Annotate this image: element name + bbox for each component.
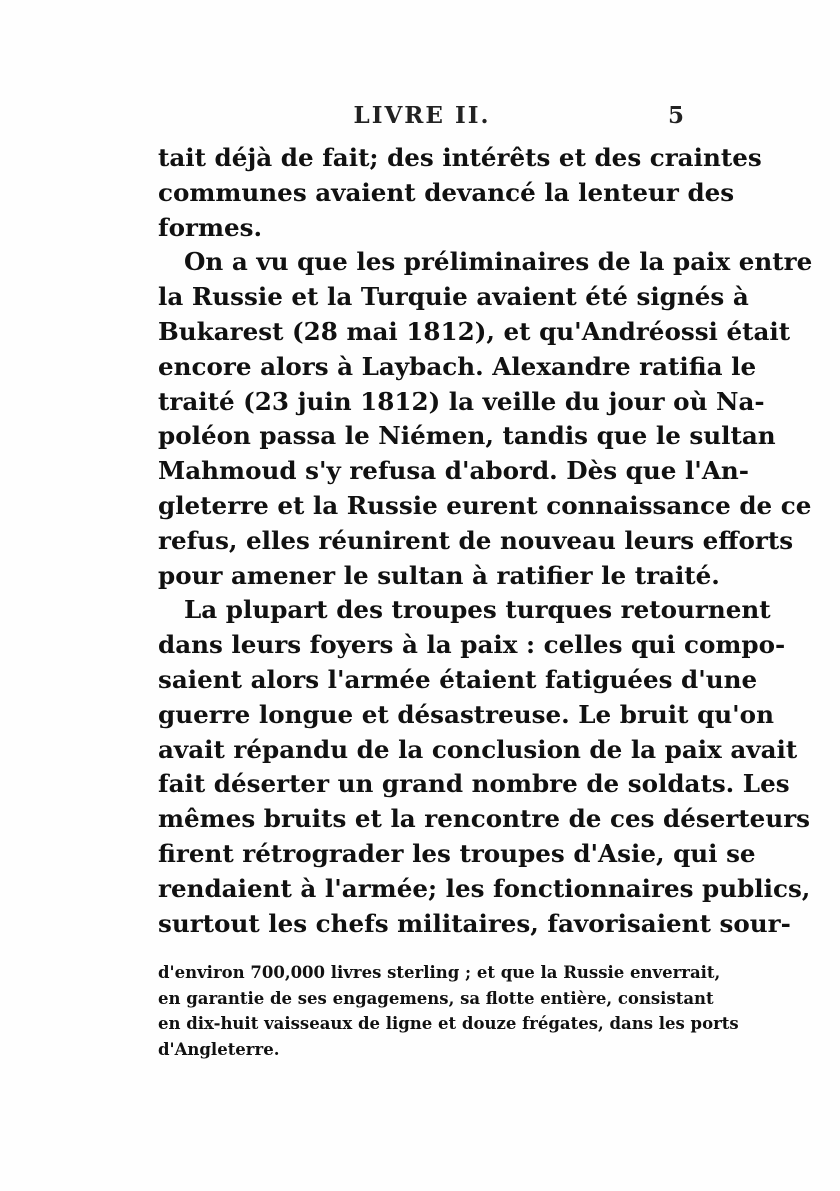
text-line: firent rétrograder les troupes d'Asie, qui se — [158, 838, 756, 868]
text-line: surtout les chefs militaires, favorisaient sour- — [158, 908, 791, 938]
text-line: traité (23 juin 1812) la veille du jour où Na- — [158, 386, 765, 416]
text-line: Bukarest (28 mai 1812), et qu'Andréossi était — [158, 316, 791, 346]
footnote-line: en dix-huit vaisseaux de ligne et douze frégates, dans les ports — [158, 1014, 739, 1033]
page-number: 5 — [667, 102, 684, 129]
footnote-line: d'environ 700,000 livres sterling ; et que la Russie enverrait, — [158, 963, 721, 982]
running-head: LIVRE II. — [353, 102, 491, 129]
text-line: refus, elles réunirent de nouveau leurs efforts — [158, 525, 794, 555]
text-line: gleterre et la Russie eurent connaissance de ce — [158, 490, 812, 520]
text-line: saient alors l'armée étaient fatiguées d'une — [158, 664, 758, 694]
body-text — [158, 141, 813, 941]
text-line: mêmes bruits et la rencontre de ces déserteurs — [158, 804, 810, 834]
text-line: communes avaient devancé la lenteur des — [158, 177, 735, 207]
text-line: tait déjà de fait; des intérêts et des craintes — [158, 143, 762, 172]
text-line: guerre longue et désastreuse. Le bruit qu'on — [158, 699, 774, 729]
text-line: la Russie et la Turquie avaient été signés à — [158, 282, 749, 312]
text-line: rendaient à l'armée; les fonctionnaires publics, — [158, 873, 811, 903]
text-line: encore alors à Laybach. Alexandre ratifia le — [158, 351, 757, 381]
text-line: pour amener le sultan à ratifier le traité. — [158, 560, 720, 590]
text-line: poléon passa le Niémen, tandis que le sultan — [158, 421, 776, 451]
text-line: Mahmoud s'y refusa d'abord. Dès que l'An- — [158, 456, 749, 486]
text-line: dans leurs foyers à la paix : celles qui compo- — [158, 630, 786, 660]
text-line: formes. — [158, 212, 263, 242]
page-header — [158, 100, 686, 134]
footnote — [158, 960, 739, 1062]
text-line: avait répandu de la conclusion de la paix avait — [158, 734, 798, 764]
text-line: fait déserter un grand nombre de soldats. Les — [158, 769, 790, 799]
footnote-line: d'Angleterre. — [158, 1039, 280, 1059]
paragraph-start-line: On a vu que les préliminaires de la paix entre — [184, 247, 813, 277]
footnote-line: en garantie de ses engagemens, sa flotte entière, consistant — [158, 988, 714, 1008]
paragraph-start-line: La plupart des troupes turques retournent — [184, 595, 771, 625]
